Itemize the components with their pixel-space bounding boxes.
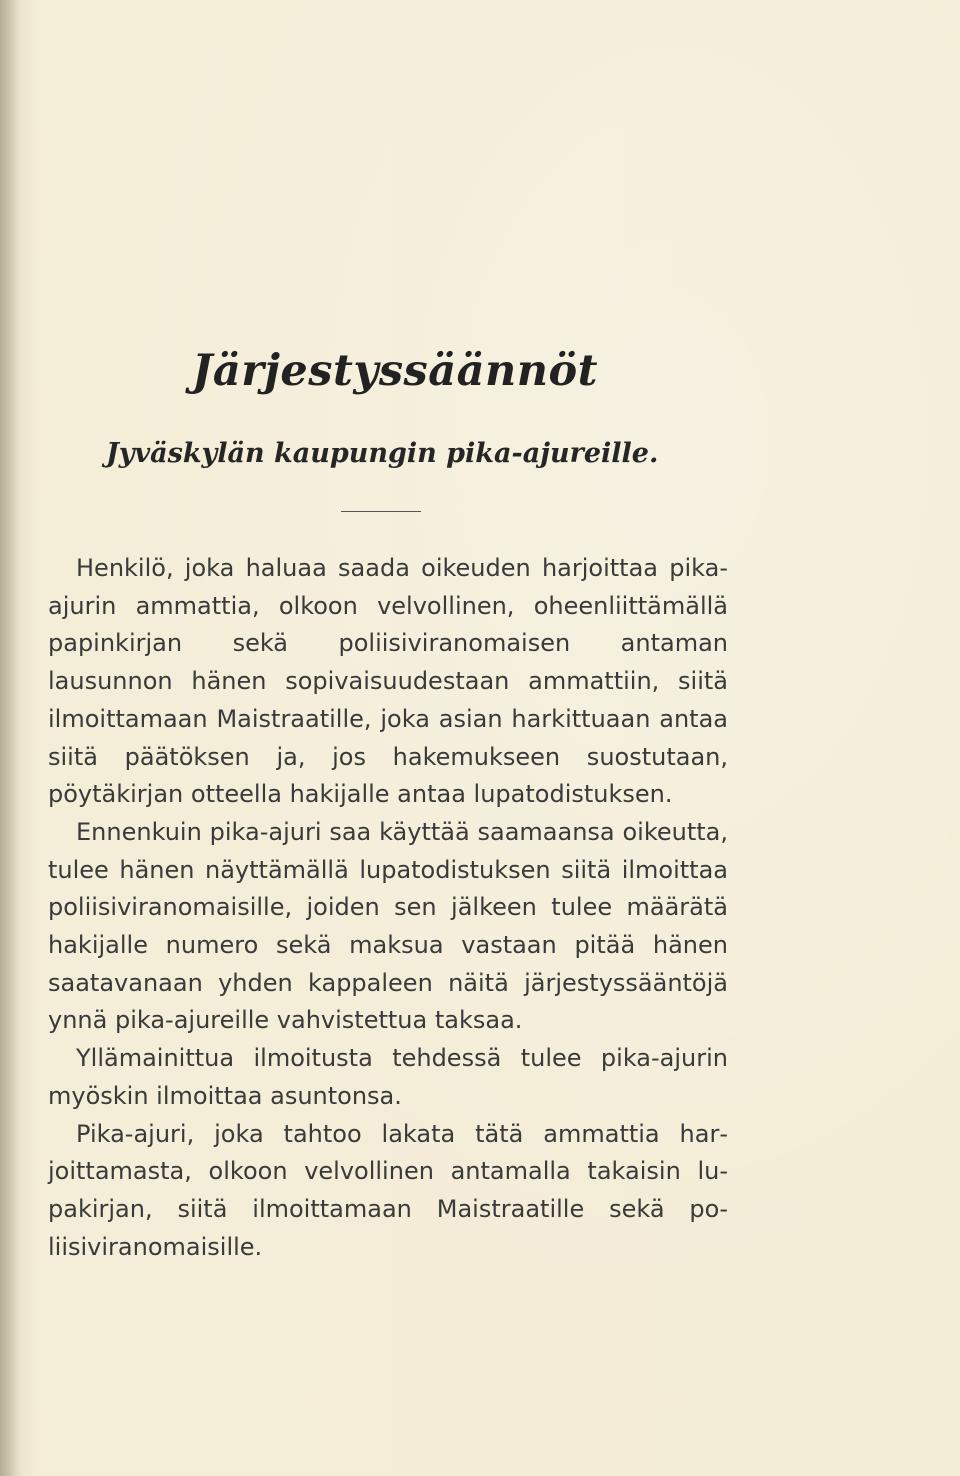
- binding-shadow: [0, 0, 22, 1476]
- paragraph: Pika-ajuri, joka tahtoo lakata tätä ammattia harjoittamasta, olkoon velvollinen antamalla takaisin lupakirjan, siitä ilmoittamaan Maistraatille sekä poliisiviranomaisille.: [48, 1119, 728, 1261]
- divider-rule: [341, 511, 421, 512]
- paragraph: Yllämainittua ilmoitusta tehdessä tulee pika-ajurin myöskin ilmoittaa asuntonsa.: [48, 1044, 728, 1110]
- document-subtitle: Jyväskylän kaupungin pika-ajureille.: [106, 438, 659, 469]
- body-text: [48, 550, 728, 1266]
- paragraph: Ennenkuin pika-ajuri saa käyttää saamaansa oikeutta, tulee hänen näyttämällä lupatodistuksen siitä ilmoittaa poliisiviranomaisille, joiden sen jälkeen tulee määrätä hakijalle numero sekä maksua vastaan pitää hänen saatavanaan yhden kappaleen näitä järjestyssääntöjä ynnä pika-ajureille vahvistettua taksaa.: [48, 817, 728, 1035]
- document-title: Järjestyssäännöt: [192, 346, 599, 396]
- paragraph: Henkilö, joka haluaa saada oikeuden harjoittaa pika-ajurin ammattia, olkoon velvollinen, oheenliittämällä papinkirjan sekä poliisiviranomaisen antaman lausunnon hänen sopivaisuudestaan ammattiin, siitä ilmoittamaan Maistraatille, joka asian harkittuaan antaa siitä päätöksen ja, jos hakemukseen suostutaan, pöytäkirjan otteella hakijalle antaa lupatodistuksen.: [48, 554, 728, 809]
